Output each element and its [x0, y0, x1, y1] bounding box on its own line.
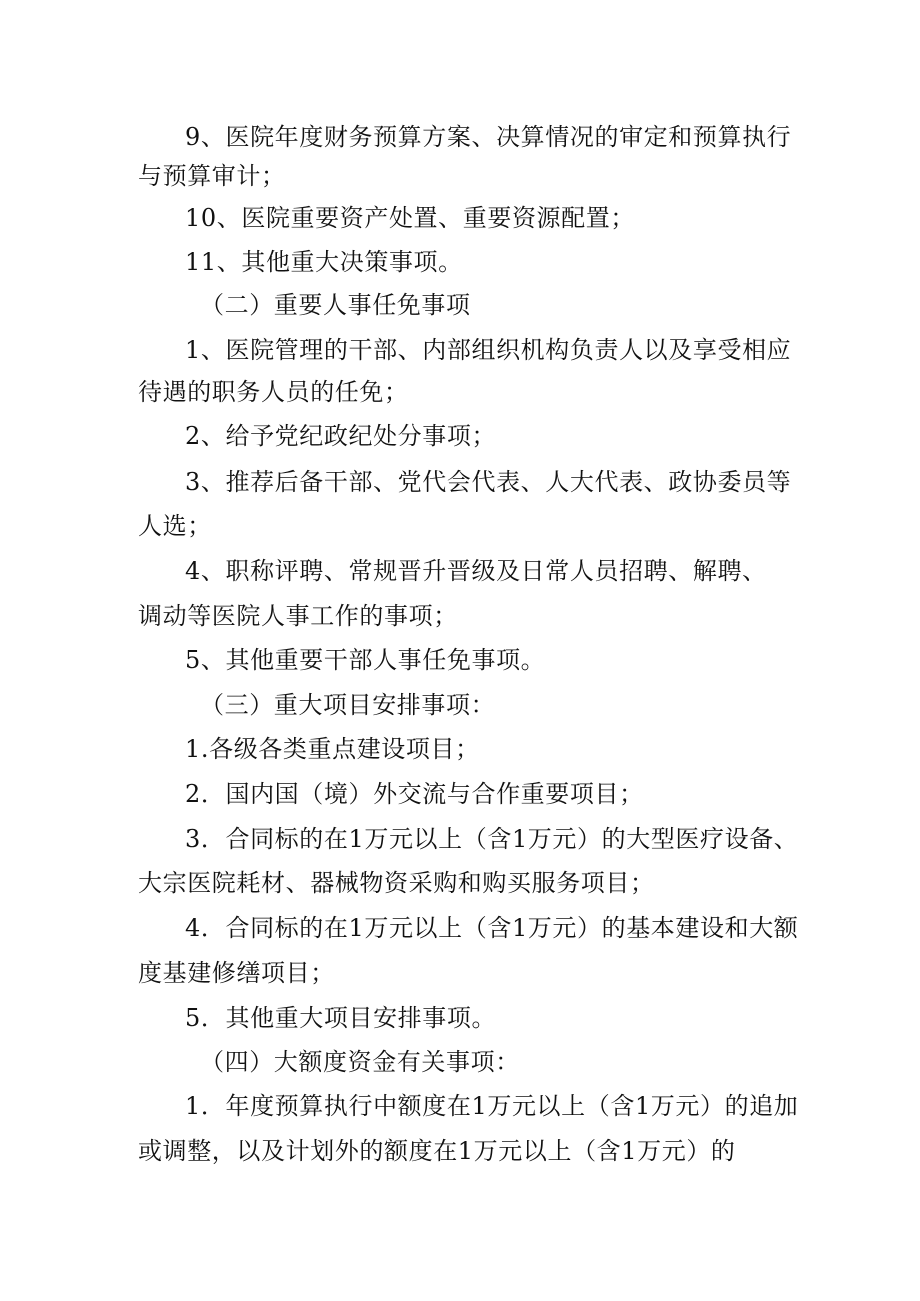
paragraph-line: 5、其他重要干部人事任免事项。 [185, 646, 546, 674]
paragraph-line: 5．其他重大项目安排事项。 [185, 1004, 497, 1032]
section-heading: （二）重要人事任免事项 [200, 291, 471, 319]
paragraph-line: 调动等医院人事工作的事项； [138, 602, 458, 630]
paragraph-line: 10、医院重要资产处置、重要资源配置； [185, 204, 635, 232]
paragraph-line: 2．国内国（境）外交流与合作重要项目； [185, 780, 644, 808]
section-heading: （三）重大项目安排事项： [200, 691, 496, 719]
paragraph-line: 11、其他重大决策事项。 [185, 248, 463, 276]
paragraph-line: 待遇的职务人员的任免； [138, 378, 409, 406]
paragraph-line: 大宗医院耗材、器械物资采购和购买服务项目； [138, 869, 655, 897]
paragraph-line: 1．年度预算执行中额度在1万元以上（含1万元）的追加 [185, 1092, 799, 1120]
paragraph-line: 2、给予党纪政纪处分事项； [185, 422, 497, 450]
paragraph-line: 人选； [138, 512, 212, 540]
paragraph-line: 3．合同标的在1万元以上（含1万元）的大型医疗设备、 [185, 825, 799, 853]
paragraph-line: 4．合同标的在1万元以上（含1万元）的基本建设和大额 [185, 914, 799, 942]
paragraph-line: 3、推荐后备干部、党代会代表、人大代表、政协委员等 [185, 468, 792, 496]
paragraph-line: 1、医院管理的干部、内部组织机构负责人以及享受相应 [185, 336, 792, 364]
paragraph-line: 9、医院年度财务预算方案、决算情况的审定和预算执行 [185, 123, 792, 151]
paragraph-line: 或调整，以及计划外的额度在1万元以上（含1万元）的 [138, 1137, 736, 1165]
section-heading: （四）大额度资金有关事项： [200, 1048, 520, 1076]
paragraph-line: 与预算审计； [138, 162, 286, 190]
paragraph-line: 4、职称评聘、常规晋升晋级及日常人员招聘、解聘、 [185, 557, 767, 585]
paragraph-line: 1.各级各类重点建设项目； [185, 735, 480, 763]
paragraph-line: 度基建修缮项目； [138, 959, 335, 987]
